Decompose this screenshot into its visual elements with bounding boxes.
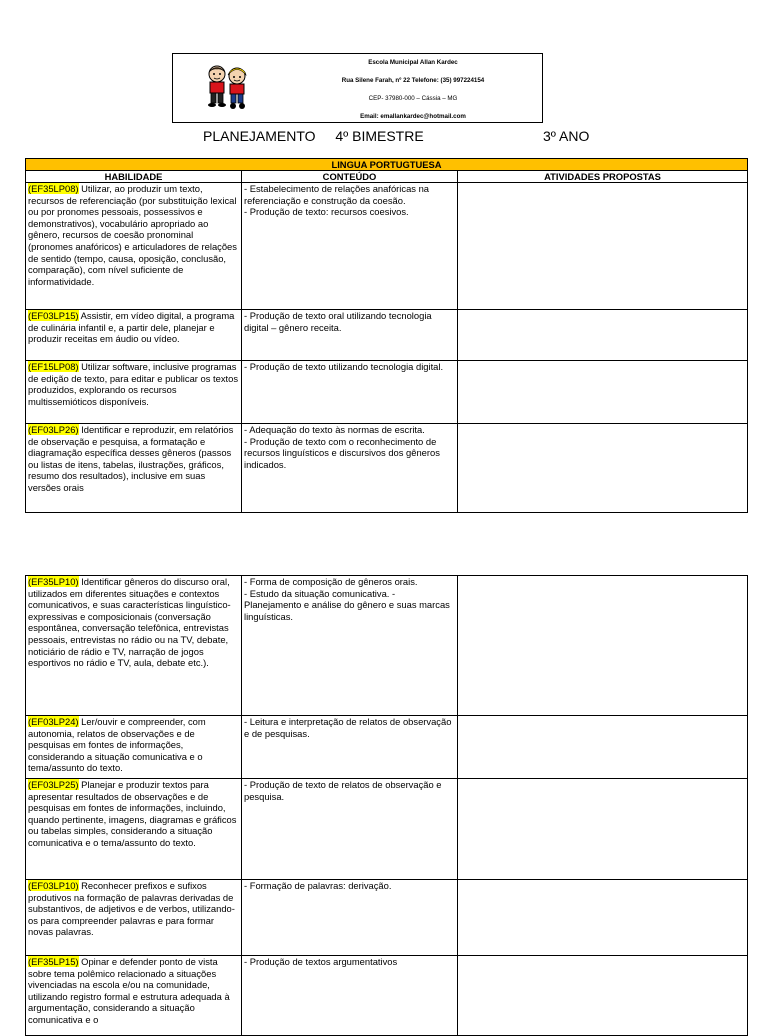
column-header-habilidade: HABILIDADE [26, 171, 242, 183]
grade-label: 3º ANO [543, 128, 590, 144]
school-name: Escola Municipal Allan Kardec [368, 59, 458, 66]
skill-code: (EF03LP24) [28, 716, 79, 727]
content-cell: - Formação de palavras: derivação. [242, 880, 458, 956]
content-cell: - Produção de texto oral utilizando tecnologia digital – gênero receita. [242, 310, 458, 361]
skill-text: Opinar e defender ponto de vista sobre tema polêmico relacionado a situações vivenciadas na escola e/ou na comunidade, utilizando registro formal e estrutura adequada à argumentação, considerando a situação comunicativa e o [28, 956, 230, 1025]
skill-code: (EF03LP25) [28, 779, 79, 790]
skill-text: Utilizar software, inclusive programas de edição de texto, para editar e publicar os textos produzidos, explorando os recursos multissemióticos disponíveis. [28, 361, 239, 407]
content-cell: - Estabelecimento de relações anafóricas na referenciação e construção da coesão. - Produção de texto: recursos coesivos. [242, 183, 458, 310]
table-row [26, 779, 748, 880]
skill-text: Planejar e produzir textos para apresentar resultados de observações e de pesquisas em fontes de informações, incluindo, quando pertinente, imagens, diagramas e gráficos ou tabelas simples, considerando a situação comunicativa e o tema/assunto do texto. [28, 779, 237, 848]
content-cell: - Adequação do texto às normas de escrita. - Produção de texto com o reconhecimento de recursos linguísticos e discursivos dos gêneros indicados. [242, 424, 458, 513]
school-address: Rua Silene Farah, nº 22 Telefone: (35) 997224154 [341, 77, 485, 84]
content-cell: - Leitura e interpretação de relatos de observação e de pesquisas. [242, 716, 458, 779]
skill-cell [26, 716, 242, 779]
content-cell: - Produção de texto de relatos de observação e pesquisa. [242, 779, 458, 880]
subject-row [26, 159, 748, 171]
subject-title: LINGUA PORTUGTUESA [26, 159, 748, 171]
school-info [303, 54, 523, 126]
activities-cell[interactable] [458, 779, 748, 880]
table-row [26, 716, 748, 779]
skill-text: Identificar gêneros do discurso oral, utilizados em diferentes situações e contextos comunicativos, e suas características linguístico-expressivas e composicionais (conversação espontânea, conversação telefônica, entrevistas pessoais, entrevistas no rádio ou na TV, debate, noticiário de rádio e TV, narração de jogos esportivos no rádio e TV, aula, debate etc.). [28, 576, 231, 669]
activities-cell[interactable] [458, 880, 748, 956]
term-label: 4º BIMESTRE [335, 128, 424, 144]
activities-cell[interactable] [458, 576, 748, 716]
table-row [26, 576, 748, 716]
activities-cell[interactable] [458, 716, 748, 779]
activities-cell[interactable] [458, 183, 748, 310]
skill-cell [26, 310, 242, 361]
content-cell: - Produção de texto utilizando tecnologia digital. [242, 361, 458, 424]
skill-code: (EF35LP10) [28, 576, 79, 587]
activities-cell[interactable] [458, 424, 748, 513]
skill-cell [26, 361, 242, 424]
table-row [26, 880, 748, 956]
table-row [26, 424, 748, 513]
school-cep: CEP- 37980-000 – Cássia – MG [368, 95, 458, 102]
column-header-row [26, 171, 748, 183]
table-row [26, 361, 748, 424]
skill-cell [26, 880, 242, 956]
column-header-conteudo: CONTEÚDO [242, 171, 458, 183]
plan-label: PLANEJAMENTO [203, 128, 316, 144]
skill-text: Utilizar, ao produzir um texto, recursos de referenciação (por substituição lexical ou por pronomes pessoais, possessivos e demonstrativos), vocabulário apropriado ao gênero, recursos de coesão pronominal (pronomes anafóricos) e articuladores de relações de sentido (tempo, causa, oposição, conclusão, comparação), com nível suficiente de informatividade. [28, 183, 237, 287]
skill-text: Identificar e reproduzir, em relatórios de observação e pesquisa, a formatação e diagramação específica desses gêneros (passos ou listas de itens, tabelas, ilustrações, gráficos, resumo dos resultados), inclusive em suas versões orais [28, 424, 234, 493]
planning-table-page2 [25, 575, 748, 1036]
skill-text: Assistir, em vídeo digital, a programa de culinária infantil e, a partir dele, planejar e produzir receitas em áudio ou vídeo. [28, 310, 235, 345]
skill-code: (EF15LP08) [28, 361, 79, 372]
skill-code: (EF35LP08) [28, 183, 79, 194]
skill-text: Reconhecer prefixos e sufixos produtivos na formação de palavras derivadas de substantivos, de adjetivos e de verbos, utilizando-os para compreender palavras e para formar novas palavras. [28, 880, 235, 938]
skill-code: (EF03LP10) [28, 880, 79, 891]
table-row [26, 310, 748, 361]
skill-cell [26, 576, 242, 716]
school-email: Email: emallankardec@hotmail.com [360, 113, 466, 120]
children-logo-icon [201, 63, 253, 113]
content-cell: - Produção de textos argumentativos [242, 956, 458, 1036]
planning-table-page1 [25, 158, 748, 513]
plan-title [203, 128, 424, 144]
skill-code: (EF35LP15) [28, 956, 79, 967]
skill-code: (EF03LP15) [28, 310, 79, 321]
skill-cell [26, 779, 242, 880]
skill-text: Ler/ouvir e compreender, com autonomia, relatos de observações e de pesquisas em fontes de informações, considerando a situação comunicativa e o tema/assunto do texto. [28, 716, 206, 774]
skill-cell [26, 183, 242, 310]
column-header-atividades: ATIVIDADES PROPOSTAS [458, 171, 748, 183]
skill-cell [26, 424, 242, 513]
content-cell: - Forma de composição de gêneros orais. - Estudo da situação comunicativa. - Planejamento e análise do gênero e suas marcas linguísticas. [242, 576, 458, 716]
activities-cell[interactable] [458, 310, 748, 361]
school-header [172, 53, 543, 123]
skill-code: (EF03LP26) [28, 424, 79, 435]
activities-cell[interactable] [458, 361, 748, 424]
table-row [26, 183, 748, 310]
